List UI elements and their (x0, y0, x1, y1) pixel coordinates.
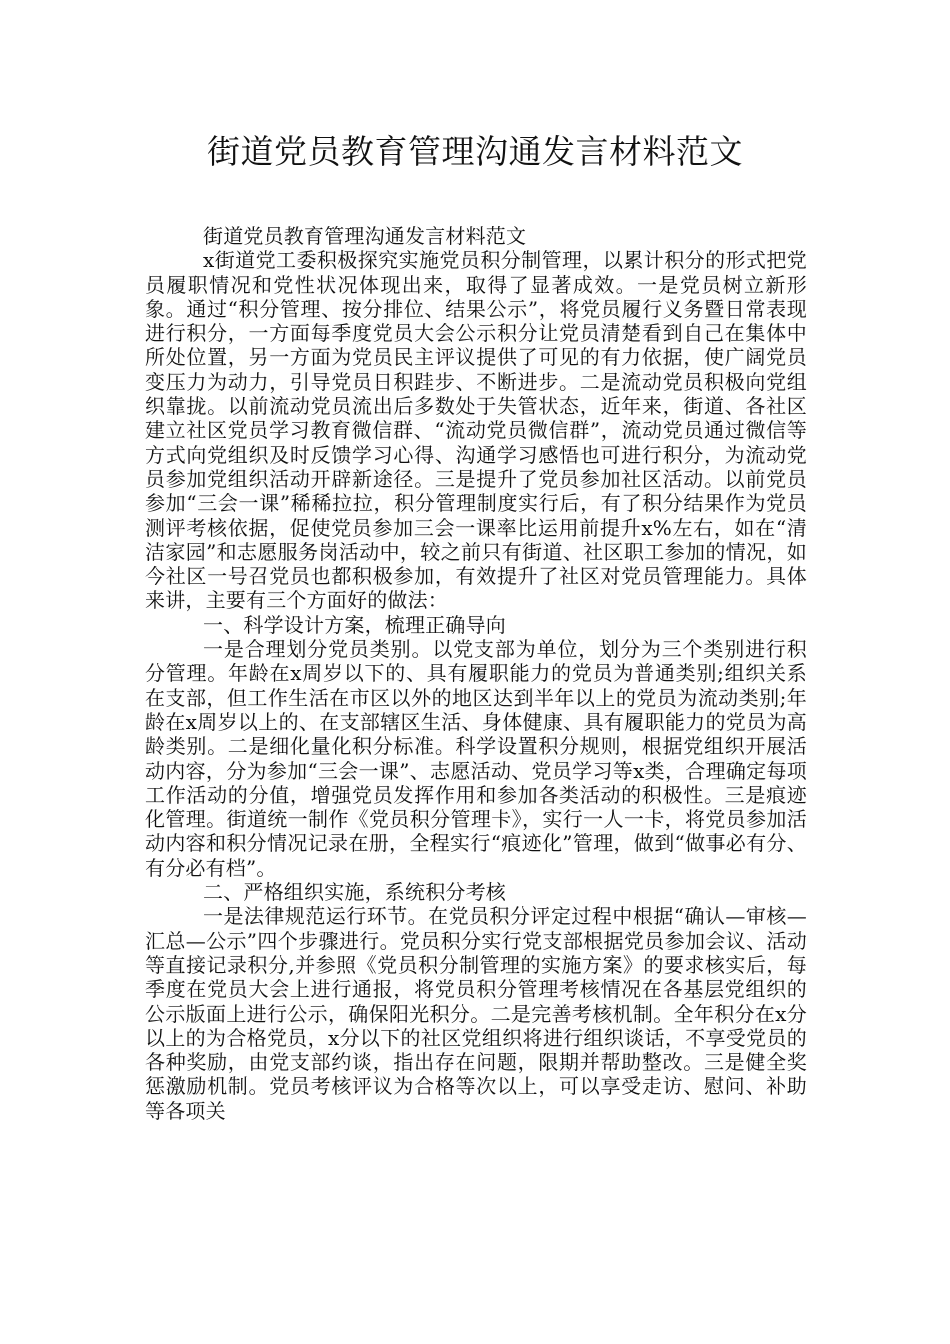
paragraph-section-2: 一是法律规范运行环节。在党员积分评定过程中根据“确认—审核—汇总—公示”四个步骤进行。党员积分实行党支部根据党员参加会议、活动等直接记录积分,并参照《党员积分制管理的实施方案》的要求核实后，每季度在党员大会上进行通报，将党员积分管理考核情况在各基层党组织的公示版面上进行公示，确保阳光积分。二是完善考核机制。全年积分在x分以上的为合格党员，x分以下的社区党组织将进行组织谈话，不享受党员的各种奖励，由党支部约谈，指出存在问题，限期并帮助整改。三是健全奖惩激励机制。党员考核评议为合格等次以上，可以享受走访、慰问、补助等各项关 (145, 904, 807, 1123)
paragraph-section-1: 一是合理划分党员类别。以党支部为单位，划分为三个类别进行积分管理。年龄在x周岁以下的、具有履职能力的党员为普通类别;组织关系在支部，但工作生活在市区以外的地区达到半年以上的党员为流动类别;年龄在x周岁以上的、在支部辖区生活、身体健康、具有履职能力的党员为高龄类别。二是细化量化积分标准。科学设置积分规则，根据党组织开展活动内容，分为参加“三会一课”、志愿活动、党员学习等x类，合理确定每项工作活动的分值，增强党员发挥作用和参加各类活动的积极性。三是痕迹化管理。街道统一制作《党员积分管理卡》，实行一人一卡，将党员参加活动内容和积分情况记录在册，全程实行“痕迹化”管理，做到“做事必有分、有分必有档”。 (145, 637, 807, 880)
section-heading-1: 一、科学设计方案，梳理正确导向 (203, 612, 506, 637)
document-body (145, 224, 807, 1123)
section-heading-2: 二、严格组织实施，系统积分考核 (203, 880, 506, 905)
paragraph-subtitle: 街道党员教育管理沟通发言材料范文 (203, 224, 527, 248)
document-title: 街道党员教育管理沟通发言材料范文 (207, 132, 743, 171)
paragraph-intro: x街道党工委积极探究实施党员积分制管理，以累计积分的形式把党员履职情况和党性状况体现出来，取得了显著成效。一是党员树立新形象。通过“积分管理、按分排位、结果公示”，将党员履行义务暨日常表现进行积分，一方面每季度党员大会公示积分让党员清楚看到自己在集体中所处位置，另一方面为党员民主评议提供了可见的有力依据，使广阔党员变压力为动力，引导党员日积跬步、不断进步。二是流动党员积极向党组织靠拢。以前流动党员流出后多数处于失管状态，近年来，街道、各社区建立社区党员学习教育微信群、“流动党员微信群”，流动党员通过微信等方式向党组织及时反馈学习心得、沟通学习感悟也可进行积分，为流动党员参加党组织活动开辟新途径。三是提升了党员参加社区活动。以前党员参加“三会一课”稀稀拉拉，积分管理制度实行后，有了积分结果作为党员测评考核依据，促使党员参加三会一课率比运用前提升x%左右，如在“清洁家园”和志愿服务岗活动中，较之前只有街道、社区职工参加的情况，如今社区一号召党员也都积极参加，有效提升了社区对党员管理能力。具体来讲，主要有三个方面好的做法： (145, 248, 807, 613)
